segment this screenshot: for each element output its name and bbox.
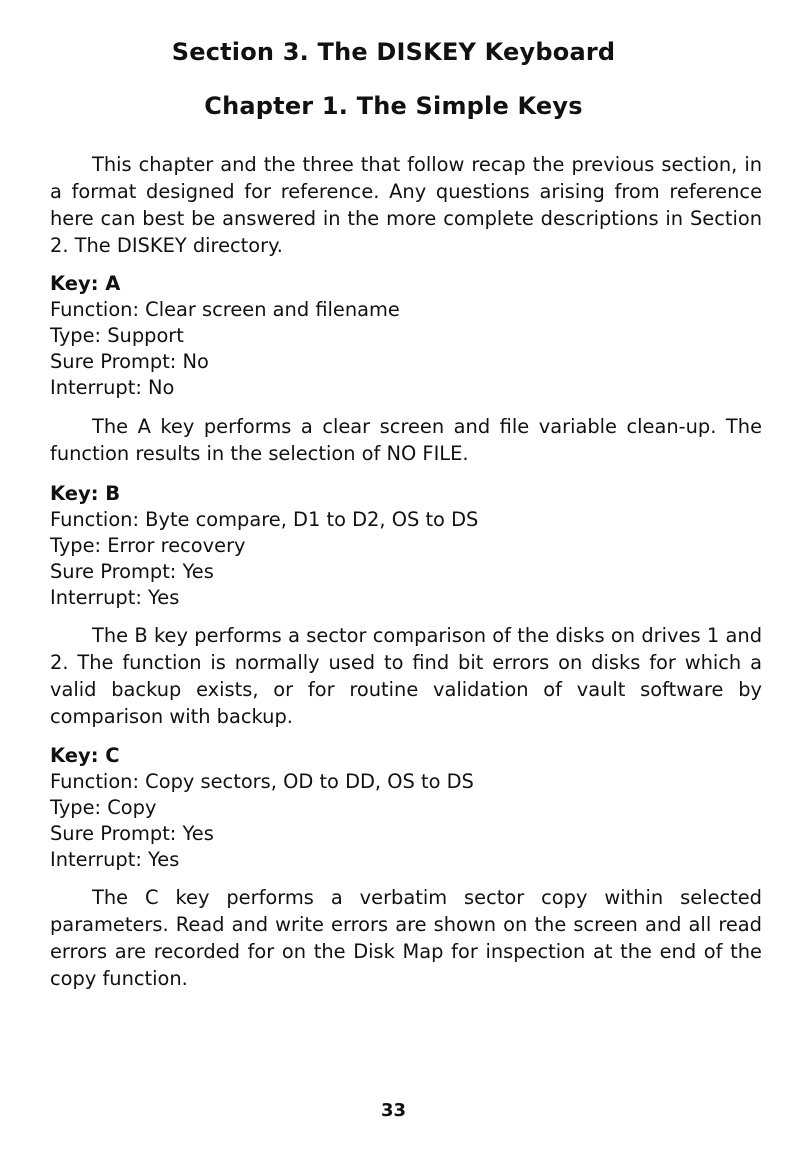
chapter-title: Chapter 1. The Simple Keys (204, 92, 583, 120)
key-interrupt: Interrupt: No (50, 376, 175, 399)
key-b-description: The B key performs a sector comparison of the disks on drives 1 and 2. The function is normally used to find bit errors on disks for which a valid backup exists, or for routine validation of vault software by comparison with backup. (50, 624, 762, 728)
key-b-spec (50, 480, 762, 611)
key-a-spec (50, 270, 762, 401)
key-a-description: The A key performs a clear screen and file variable clean-up. The function results in the selection of NO FILE. (50, 415, 762, 465)
key-type: Type: Support (50, 324, 184, 347)
page-number: 33 (380, 1100, 407, 1121)
key-heading: Key: B (50, 482, 121, 505)
key-sure-prompt: Sure Prompt: Yes (50, 560, 214, 583)
key-function: Function: Clear screen and filename (50, 298, 400, 321)
section-title: Section 3. The DISKEY Keyboard (171, 38, 616, 66)
key-sure-prompt: Sure Prompt: Yes (50, 822, 214, 845)
key-c-spec (50, 742, 762, 873)
key-type: Type: Error recovery (50, 534, 246, 557)
key-interrupt: Interrupt: Yes (50, 586, 180, 609)
key-heading: Key: A (50, 272, 121, 295)
key-function: Function: Byte compare, D1 to D2, OS to DS (50, 508, 479, 531)
key-interrupt: Interrupt: Yes (50, 848, 180, 871)
key-heading: Key: C (50, 744, 120, 767)
key-c-description: The C key performs a verbatim sector copy within selected parameters. Read and write errors are shown on the screen and all read errors are recorded for on the Disk Map for inspection at the end of the copy function. (50, 886, 762, 990)
key-function: Function: Copy sectors, OD to DD, OS to DS (50, 770, 474, 793)
key-sure-prompt: Sure Prompt: No (50, 350, 209, 373)
key-type: Type: Copy (50, 796, 157, 819)
intro-paragraph: This chapter and the three that follow recap the previous section, in a format designed for reference. Any questions arising from reference here can best be answered in the more complete descriptions in Section 2. The DISKEY directory. (50, 153, 762, 257)
